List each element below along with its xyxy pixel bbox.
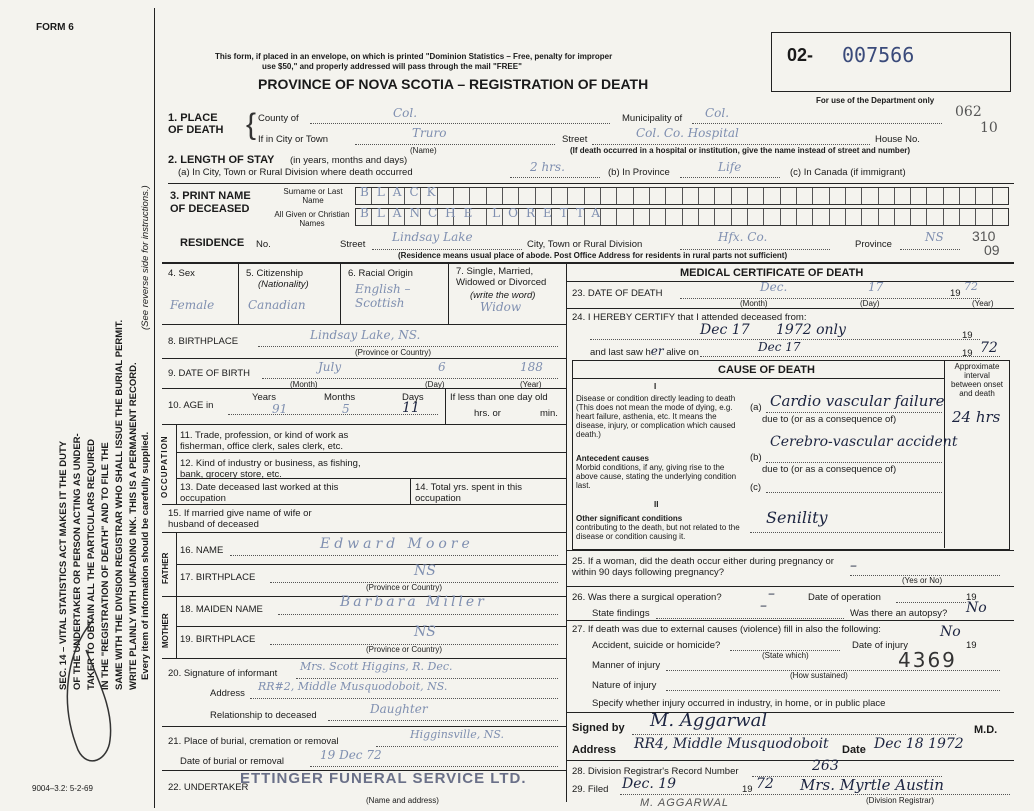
undertaker-caption: (Name and address) <box>366 796 439 805</box>
due-to-2: due to (or as a consequence of) <box>762 464 897 475</box>
last-saw-year: 72 <box>980 340 998 356</box>
house-label: House No. <box>875 134 920 145</box>
father-birthplace-label: 17. BIRTHPLACE <box>180 572 256 583</box>
cause-b-value: Cerebro-vascular accident <box>770 434 958 450</box>
side-text-8: Every item of information should be carefully supplied. <box>140 431 151 680</box>
date-injury-label: Date of injury <box>852 640 908 651</box>
residence-street-value: Lindsay Lake <box>392 230 473 244</box>
father-birthplace-value: NS <box>414 563 436 579</box>
residence-city-line <box>680 249 830 250</box>
birthplace-value: Lindsay Lake, NS. <box>310 328 421 342</box>
date-op-label: Date of operation <box>808 592 881 603</box>
street-line <box>592 144 870 145</box>
stay-a-value: 2 hrs. <box>530 160 565 174</box>
municipality-line <box>692 123 942 124</box>
given-label: All Given or Christian Names <box>274 210 350 228</box>
rule-324 <box>162 324 566 325</box>
page-title: PROVINCE OF NOVA SCOTIA – REGISTRATION OF DEATH <box>258 76 649 92</box>
dept-code-2: 10 <box>980 120 998 136</box>
q25-caption: (Yes or No) <box>902 576 943 585</box>
attended-year: 1972 only <box>776 322 846 338</box>
rule-452 <box>176 452 566 453</box>
deceased-name-label: 3. PRINT NAME OF DECEASED <box>170 190 251 215</box>
city-line <box>355 144 555 145</box>
marital-label: 7. Single, Married, Widowed or Divorced <box>456 266 547 288</box>
undertaker-stamp: ETTINGER FUNERAL SERVICE LTD. <box>240 770 527 787</box>
antecedent-text: Morbid conditions, if any, giving rise to the above cause, stating the underlying condition last. <box>576 463 737 490</box>
footer-code: 9004–3.2: 5-2-69 <box>32 784 93 793</box>
dob-year-caption: (Year) <box>520 380 542 389</box>
disease-text: Disease or condition directly leading to death (This does not mean the mode of dying, e.g. heart failure, asthenia, etc. It means the disease, injury, or complication which caused death.) <box>576 394 736 439</box>
burial-date-label: Date of burial or removal <box>180 756 285 767</box>
injury-year-prefix: 19 <box>966 640 977 651</box>
death-day: 17 <box>868 280 884 294</box>
informant-sig-value: Mrs. Scott Higgins, R. Dec. <box>300 660 453 673</box>
q28-value: 263 <box>812 758 839 774</box>
md-date-label: Date <box>842 744 866 756</box>
occupation-q13: 13. Date deceased last worked at this occupation <box>180 482 339 504</box>
rule-564 <box>176 564 566 565</box>
hrs-label: hrs. or <box>474 408 501 419</box>
dob-day-caption: (Day) <box>425 380 445 389</box>
surname-label: Surname or Last Name <box>283 187 343 205</box>
center-divider <box>566 262 567 802</box>
stamp-code: 4369 <box>898 648 957 672</box>
occupation-q11: 11. Trade, profession, or kind of work as fisherman, office clerk, sales clerk, etc. <box>180 430 349 452</box>
citizenship-sub: (Nationality) <box>258 279 309 290</box>
months-label: Months <box>324 392 356 403</box>
rule-532 <box>162 532 566 533</box>
rule-760 <box>566 760 1014 761</box>
state-findings-line <box>656 618 844 619</box>
city-value: Truro <box>412 126 447 140</box>
dob-day: 6 <box>438 360 446 374</box>
q29-label: 29. Filed <box>572 784 609 795</box>
registrar-signature: Mrs. Myrtle Austin <box>800 776 944 794</box>
side-text-2: OF THE UNDERTAKER OR PERSON ACTING AS UNDER- <box>72 433 83 690</box>
cause-b-label: (b) <box>750 452 762 463</box>
length-of-stay-label: 2. LENGTH OF STAY <box>168 154 275 166</box>
rule-726 <box>162 726 566 727</box>
marital-value: Widow <box>480 300 522 314</box>
side-text-5: SAME WITH THE DIVISION REGISTRAR WHO SHALL ISSUE THE BURIAL PERMIT. <box>114 319 125 690</box>
dob-month: July <box>318 360 342 374</box>
q27-value: No <box>940 624 961 640</box>
side-text-3: TAKER TO OBTAIN ALL THE PARTICULARS REQUIRED <box>86 438 97 690</box>
bottom-signature: M. AGGARWAL <box>640 797 730 809</box>
mother-maiden-label: 18. MAIDEN NAME <box>180 604 263 615</box>
rule-478 <box>176 478 566 479</box>
nature-line <box>666 690 1000 691</box>
hospital-note: (If death occurred in a hospital or institution, give the name instead of street and number) <box>570 146 911 155</box>
last-saw-line <box>700 356 1000 357</box>
father-name-label: 16. NAME <box>180 545 224 556</box>
cause-a-interval: 24 hrs <box>952 408 1001 426</box>
side-text-7: (See reverse side for instructions.) <box>140 185 151 330</box>
years-label: Years <box>252 392 276 403</box>
municipality-value: Col. <box>705 106 730 120</box>
given-value: BLANCHE LORETTA <box>360 206 609 220</box>
relationship-value: Daughter <box>370 702 428 716</box>
relationship-label: Relationship to deceased <box>210 710 317 721</box>
death-year-prefix: 19 <box>950 288 961 299</box>
col-rule-age <box>445 388 446 424</box>
md-label: M.D. <box>974 724 998 736</box>
manner-label: Manner of injury <box>592 660 661 671</box>
residence-province-line <box>900 249 960 250</box>
sex-label: 4. Sex <box>168 268 195 279</box>
citizenship-label: 5. Citizenship <box>246 268 304 279</box>
birthplace-caption: (Province or Country) <box>355 348 432 357</box>
margin-scribble-icon <box>38 610 128 770</box>
birthplace-line <box>258 346 558 347</box>
q27-label: 27. If death was due to external causes (violence) fill in also the following: <box>572 624 881 635</box>
md-address-label: Address <box>572 744 617 756</box>
form-id: FORM 6 <box>36 22 74 33</box>
cause-c-line <box>766 492 942 493</box>
relationship-line <box>328 720 558 721</box>
mother-side-rule <box>176 596 177 658</box>
mother-maiden-value: Barbara Miller <box>340 594 487 610</box>
residence-city-label: City, Town or Rural Division <box>527 239 643 250</box>
mother-birthplace-value: NS <box>414 624 436 640</box>
marital-sub: (write the word) <box>470 290 536 301</box>
rule-504 <box>162 504 566 505</box>
q29-line <box>620 794 1010 795</box>
county-value: Col. <box>393 106 418 120</box>
reg-prefix: 02- <box>787 45 814 65</box>
rule-183 <box>168 183 1014 184</box>
mother-birthplace-label: 19. BIRTHPLACE <box>180 634 256 645</box>
side-text-6: WRITE PLAINLY WITH UNFADING INK. THIS IS A PERMANENT RECORD. <box>128 362 139 690</box>
months-value: 5 <box>342 402 350 416</box>
section-I: I <box>654 382 657 391</box>
residence-street-label: Street <box>340 239 366 250</box>
col-rule-2 <box>340 262 341 324</box>
informant-sig-label: 20. Signature of informant <box>168 668 278 679</box>
cause-a-line <box>766 412 942 413</box>
racial-value: English – Scottish <box>355 282 411 310</box>
md-address-value: RR4, Middle Musquodoboit <box>634 736 829 752</box>
autopsy-value: No <box>966 600 987 616</box>
nature-label: Nature of injury <box>592 680 657 691</box>
cause-c-label: (c) <box>750 482 762 493</box>
last-saw-date: Dec 17 <box>758 340 801 354</box>
op-year-prefix: 19 <box>966 592 977 603</box>
dept-code-1: 062 <box>955 104 982 120</box>
age-label: 10. AGE in <box>168 400 214 411</box>
informant-address-value: RR#2, Middle Musquodoboit, NS. <box>258 680 448 693</box>
burial-date-line <box>310 766 558 767</box>
antecedent-title: Antecedent causes <box>576 454 649 463</box>
state-which: (State which) <box>762 651 809 660</box>
other-line <box>750 532 942 533</box>
residence-label: RESIDENCE <box>180 237 245 249</box>
father-side-label: FATHER <box>161 552 170 584</box>
county-label: County of <box>258 113 299 124</box>
residence-street-line <box>372 249 522 250</box>
rule-620 <box>566 620 1014 621</box>
city-label: If in City or Town <box>258 134 329 145</box>
rule-712 <box>566 712 1014 713</box>
rule-550 <box>566 550 1014 551</box>
stay-a-label: (a) In City, Town or Rural Division where death occurred <box>178 167 413 178</box>
how-caption: (How sustained) <box>790 671 848 680</box>
years-value: 91 <box>272 402 288 416</box>
specify-label: Specify whether injury occurred in industry, in home, or in public place <box>592 698 886 709</box>
residence-city-value: Hfx. Co. <box>718 230 768 244</box>
left-margin-rule <box>154 8 155 808</box>
residence-code-2: 09 <box>984 242 1000 258</box>
notice-line1: This form, if placed in an envelope, on which is printed "Dominion Statistics – Free, penalty for improper <box>215 52 613 61</box>
signed-line <box>632 734 956 735</box>
autopsy-label: Was there an autopsy? <box>850 608 948 619</box>
attended-to-prefix: 19 <box>962 330 973 341</box>
municipality-label: Municipality of <box>622 113 683 124</box>
filed-year: 72 <box>756 776 774 792</box>
racial-label: 6. Racial Origin <box>348 268 413 279</box>
findings-dash: – <box>760 598 767 614</box>
burial-place-line <box>376 746 558 747</box>
death-date-line <box>680 298 980 299</box>
last-saw-year-prefix: 19 <box>962 348 973 359</box>
attended-from: Dec 17 <box>700 322 750 338</box>
father-name-value: Edward Moore <box>320 536 474 552</box>
father-name-line <box>230 555 558 556</box>
filed-value: Dec. 19 <box>622 776 677 792</box>
days-value: 11 <box>402 400 420 416</box>
dob-label: 9. DATE OF BIRTH <box>168 368 250 379</box>
rule-388 <box>162 388 566 389</box>
stay-b-label: (b) In Province <box>608 167 670 178</box>
md-date-value: Dec 18 1972 <box>874 736 964 752</box>
days-label: Days <box>402 392 424 403</box>
age-line <box>228 414 438 415</box>
occupation-q12: 12. Kind of industry or business, as fishing, bank, grocery store, etc. <box>180 458 361 480</box>
cause-a-label: (a) <box>750 402 762 413</box>
occupation-q15: 15. If married give name of wife or husband of deceased <box>168 508 312 530</box>
q26-dash: – <box>768 586 775 602</box>
birthplace-label: 8. BIRTHPLACE <box>168 336 239 347</box>
informant-address-label: Address <box>210 688 245 699</box>
citizenship-value: Canadian <box>248 298 306 312</box>
rule-586 <box>566 586 1014 587</box>
stay-a-line <box>510 177 600 178</box>
other-text: contributing to the death, but not related to the disease or condition causing it. <box>576 523 740 541</box>
occupation-side-label: OCCUPATION <box>160 435 169 498</box>
mother-caption: (Province or Country) <box>366 645 443 654</box>
q25-dash: – <box>850 558 857 574</box>
rule-cause-title <box>572 378 944 379</box>
cause-a-value: Cardio vascular failure <box>770 392 945 410</box>
last-saw-label: and last saw her alive on <box>590 344 699 358</box>
rule-658 <box>162 658 566 659</box>
due-to-1: due to (or as a consequence of) <box>762 414 897 425</box>
rule-358 <box>162 358 566 359</box>
side-text-1: SEC. 14 – VITAL STATISTICS ACT MAKES IT THE DUTY <box>58 440 69 690</box>
burial-place-label: 21. Place of burial, cremation or removal <box>168 736 339 747</box>
death-month: Dec. <box>760 280 788 294</box>
signed-value: M. Aggarwal <box>650 710 768 731</box>
cause-title: CAUSE OF DEATH <box>718 364 815 376</box>
street-value: Col. Co. Hospital <box>636 126 739 140</box>
mother-side-label: MOTHER <box>161 613 170 648</box>
residence-no-label: No. <box>256 239 271 250</box>
surname-grid <box>355 187 1009 205</box>
rule-626 <box>176 626 566 627</box>
dob-year: 188 <box>520 360 543 374</box>
state-findings-label: State findings <box>592 608 650 619</box>
county-line <box>310 123 610 124</box>
death-month-caption: (Month) <box>740 299 768 308</box>
death-year: 72 <box>964 280 978 293</box>
burial-place-value: Higginsville, NS. <box>410 728 504 741</box>
interval-label: Approximate interval between onset and death <box>950 362 1004 398</box>
stay-b-value: Life <box>718 160 742 174</box>
section-II: II <box>654 500 659 509</box>
rule-281 <box>566 281 1014 282</box>
occupation-side-rule <box>176 424 177 504</box>
rule-424 <box>162 424 566 425</box>
occupation-q14: 14. Total yrs. spent in this occupation <box>415 482 523 504</box>
death-day-caption: (Day) <box>860 299 880 308</box>
informant-address-line <box>250 698 558 699</box>
residence-province-value: NS <box>925 230 944 244</box>
residence-code-1: 310 <box>972 228 996 244</box>
medical-title: MEDICAL CERTIFICATE OF DEATH <box>680 267 864 279</box>
cause-b-line <box>766 462 942 463</box>
street-label: Street <box>562 134 588 145</box>
rule-262 <box>162 262 1014 264</box>
father-caption: (Province or Country) <box>366 583 443 592</box>
col-rule-1 <box>238 262 239 324</box>
rule-308 <box>566 308 1014 309</box>
attended-label: 24. I HEREBY CERTIFY that I attended deceased from: <box>572 312 807 323</box>
other-title: Other significant conditions <box>576 514 683 523</box>
informant-sig-line <box>296 678 558 679</box>
burial-date-value: 19 Dec 72 <box>320 748 382 762</box>
signed-label: Signed by <box>572 722 625 734</box>
sex-value: Female <box>170 298 215 312</box>
surname-value: BLACK <box>360 185 444 199</box>
brace-icon: { <box>246 108 257 141</box>
residence-province-label: Province <box>855 239 892 250</box>
accident-label: Accident, suicide or homicide? <box>592 640 721 651</box>
q28-label: 28. Division Registrar's Record Number <box>572 766 739 777</box>
death-year-caption: (Year) <box>972 299 994 308</box>
other-value: Senility <box>766 508 828 527</box>
lessday-label: If less than one day old <box>450 392 548 403</box>
filed-year-prefix: 19 <box>742 784 753 795</box>
reg-number: 007566 <box>842 43 915 67</box>
death-date-label: 23. DATE OF DEATH <box>572 288 663 299</box>
stay-c-label: (c) In Canada (if immigrant) <box>790 167 906 178</box>
notice-line2: use $50," and properly addressed will pass through the mail "FREE" <box>262 62 522 71</box>
registrar-caption: (Division Registrar) <box>866 796 935 805</box>
place-of-death-label: 1. PLACE OF DEATH <box>168 112 224 136</box>
dob-month-caption: (Month) <box>290 380 318 389</box>
date-op-line <box>896 602 966 603</box>
stay-b-line <box>680 177 780 178</box>
interval-col-rule <box>944 360 945 548</box>
col-rule-3 <box>448 262 449 324</box>
length-of-stay-sub: (in years, months and days) <box>290 155 408 166</box>
dob-line <box>262 378 558 379</box>
q25-label: 25. If a woman, did the death occur either during pregnancy or within 90 days following pregnancy? <box>572 556 834 578</box>
mother-maiden-line <box>278 614 558 615</box>
residence-note: (Residence means usual place of abode. Post Office Address for residents in rural parts not sufficient) <box>398 251 788 260</box>
q26-label: 26. Was there a surgical operation? <box>572 592 722 603</box>
min-label: min. <box>540 408 558 419</box>
name-caption: (Name) <box>410 146 437 155</box>
dept-use-label: For use of the Department only <box>816 96 935 105</box>
side-text-4: IN THE "REGISTRATION OF DEATH" AND TO FILE THE <box>100 442 111 690</box>
col-rule-14 <box>410 478 411 504</box>
undertaker-label: 22. UNDERTAKER <box>168 782 249 793</box>
